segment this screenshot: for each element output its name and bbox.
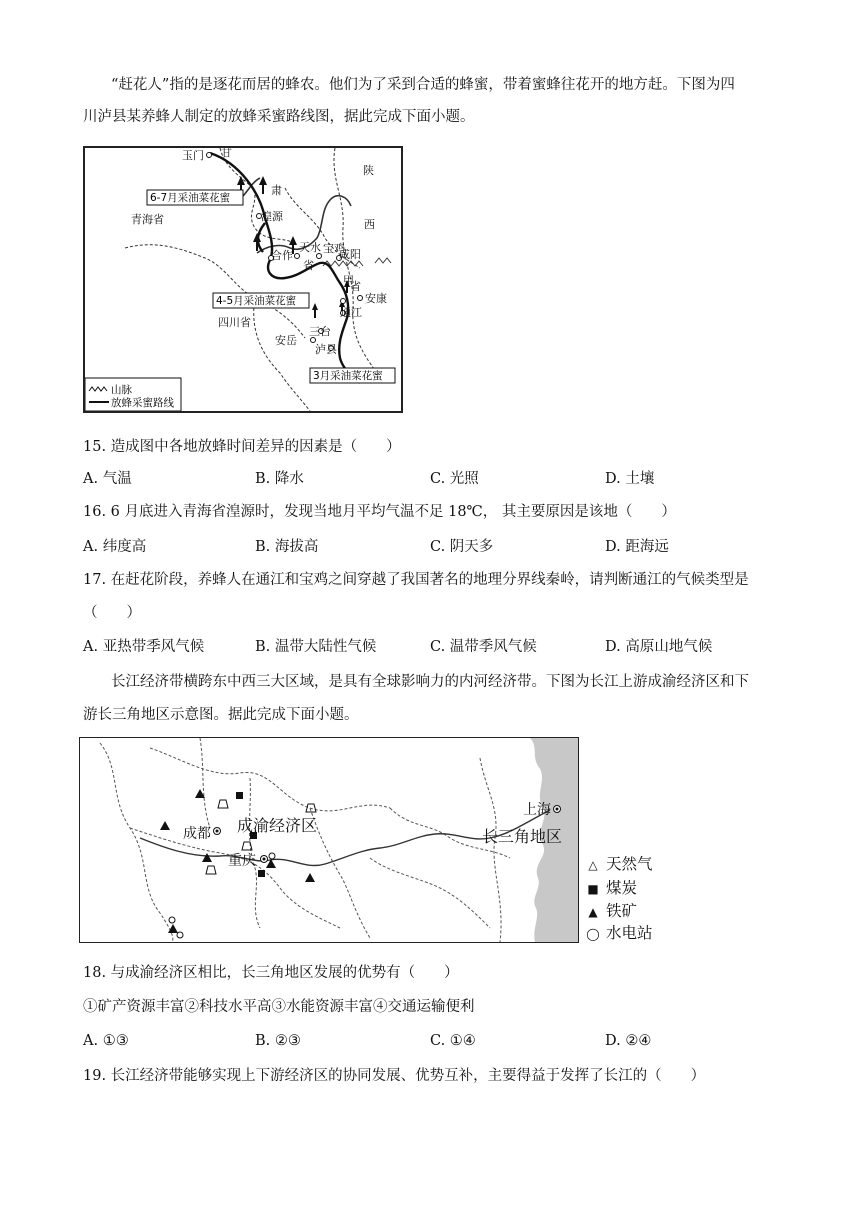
q16-option-c[interactable]: C. 阴天多 xyxy=(430,539,494,555)
hydro-symbols xyxy=(169,853,275,938)
label-gan: 甘 xyxy=(221,148,232,159)
q18-stem: 18. 与成渝经济区相比，长三角地区发展的优势有（ ） xyxy=(83,965,459,981)
intro1-line1: “赶花人”指的是逐花而居的蜂农。他们为了采到合适的蜂蜜，带着蜜蜂往花开的地方赶。下图为四 xyxy=(111,77,735,93)
bee-route-map-svg xyxy=(85,148,401,411)
q16-option-a[interactable]: A. 纬度高 xyxy=(83,539,147,555)
label-qinghai: 青海省 xyxy=(131,213,164,226)
q18-option-a[interactable]: A. ①③ xyxy=(83,1033,129,1049)
map1-legend xyxy=(85,378,181,411)
region-borders xyxy=(100,738,510,942)
legend-mountain: 山脉 xyxy=(111,384,132,396)
legend-route: 放蜂采蜜路线 xyxy=(111,397,174,409)
q15-option-b[interactable]: B. 降水 xyxy=(255,471,304,487)
gas-icon: △ xyxy=(588,858,598,872)
label-shanghai: 上海 xyxy=(523,802,551,818)
label-tongjiang: 通江 xyxy=(340,306,362,319)
q16-stem: 16. 6 月底进入青海省湟源时，发现当地月平均气温不足 18℃， 其主要原因是该地（ ） xyxy=(83,504,676,520)
q18-option-b[interactable]: B. ②③ xyxy=(255,1033,301,1049)
label-santai: 三台 xyxy=(309,325,331,338)
label-tianshui: 天水 xyxy=(299,241,321,254)
label-anyue: 安岳 xyxy=(275,334,297,347)
intro1-line2: 川泸县某养蜂人制定的放蜂采蜜路线图，据此完成下面小题。 xyxy=(83,109,475,125)
q15-option-a[interactable]: A. 气温 xyxy=(83,471,132,487)
q17-option-b[interactable]: B. 温带大陆性气候 xyxy=(255,639,377,655)
label-ankang: 安康 xyxy=(365,292,387,305)
label-chongqing: 重庆 xyxy=(228,853,256,869)
label-changsanjiao: 长三角地区 xyxy=(482,827,563,846)
q15-option-d[interactable]: D. 土壤 xyxy=(605,471,655,487)
iron-icon: ▲ xyxy=(588,905,598,919)
coal-icon: ■ xyxy=(587,882,599,896)
label-sichuan: 四川省 xyxy=(218,316,251,329)
q17-stem: 17. 在赶花阶段，养蜂人在通江和宝鸡之间穿越了我国著名的地理分界线秦岭，请判断通江的气候类型是 xyxy=(83,572,749,588)
q18-option-d[interactable]: D. ②④ xyxy=(605,1033,652,1049)
label-shan: 陕 xyxy=(363,164,374,177)
q17-stem-cont: （ ） xyxy=(83,605,141,621)
label-sheng2: 省 xyxy=(350,280,361,293)
legend-gas: △ 天然气 xyxy=(586,852,653,874)
label-huangyuan: 湟源 xyxy=(261,210,283,223)
box-june-july: 6-7月采油菜花蜜 xyxy=(150,192,231,204)
label-baoji: 宝鸡 xyxy=(323,242,345,255)
label-su: 肃 xyxy=(271,184,282,197)
q16-option-d[interactable]: D. 距海远 xyxy=(605,539,669,555)
q15-stem: 15. 造成图中各地放蜂时间差异的因素是（ ） xyxy=(83,439,401,455)
label-yumen: 玉门 xyxy=(182,149,204,162)
hydro-icon: ◯ xyxy=(586,927,600,941)
box-april-may: 4-5月采油菜花蜜 xyxy=(216,295,297,307)
intro2-line2: 游长三角地区示意图。据此完成下面小题。 xyxy=(83,707,359,723)
q19-stem: 19. 长江经济带能够实现上下游经济区的协同发展、优势互补，主要得益于发挥了长江的（ ） xyxy=(83,1068,706,1084)
label-luxian: 泸县 xyxy=(315,343,337,356)
q17-option-d[interactable]: D. 高原山地气候 xyxy=(605,639,713,655)
label-xianyang: 咸阳 xyxy=(339,248,361,261)
q15-option-c[interactable]: C. 光照 xyxy=(430,471,479,487)
q18-option-c[interactable]: C. ①④ xyxy=(430,1033,476,1049)
q16-option-b[interactable]: B. 海拔高 xyxy=(255,539,319,555)
bee-route-map xyxy=(83,146,403,413)
yangtze-economic-map-svg xyxy=(80,738,578,942)
label-hezuo: 合作 xyxy=(271,249,293,262)
label-sheng1: 省 xyxy=(303,259,314,272)
legend-coal: ■ 煤炭 xyxy=(587,879,638,897)
bee-route-line xyxy=(210,153,360,383)
yangtze-economic-map xyxy=(79,737,579,943)
legend-iron: ▲ 铁矿 xyxy=(586,899,637,921)
label-chengdu: 成都 xyxy=(183,826,211,842)
intro2-line1: 长江经济带横跨东中西三大区域，是具有全球影响力的内河经济带。下图为长江上游成渝经济区和下 xyxy=(111,674,749,690)
label-xi: 西 xyxy=(364,218,375,231)
box-march: 3月采油菜花蜜 xyxy=(313,370,383,382)
q17-option-c[interactable]: C. 温带季风气候 xyxy=(430,639,537,655)
q17-option-a[interactable]: A. 亚热带季风气候 xyxy=(83,639,205,655)
label-jia: 甲 xyxy=(343,274,354,287)
legend-hydro: ◯ 水电站 xyxy=(586,924,653,942)
q18-items: ①矿产资源丰富②科技水平高③水能资源丰富④交通运输便利 xyxy=(83,999,475,1015)
label-chengyu: 成渝经济区 xyxy=(237,816,318,835)
